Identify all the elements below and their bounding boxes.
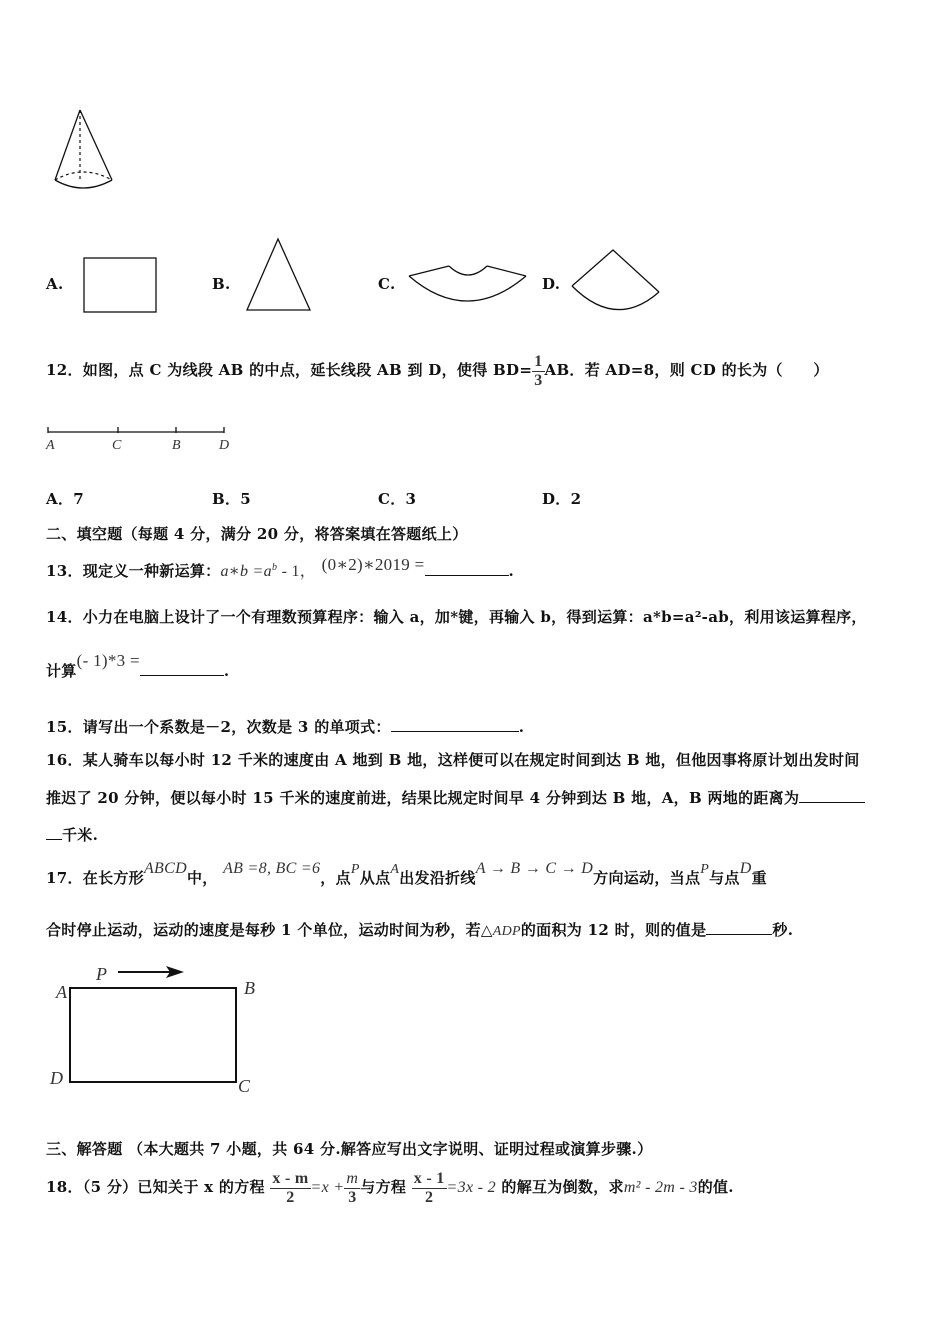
q14-expr: (- 1)*3 = [76,651,140,670]
q16-line2-text: 推迟了 20 分钟，便以每小时 15 千米的速度前进，结果比规定时间早 4 分钟到达 B 地，A，B 两地的距离为 [46,789,800,807]
option-d-letter: D. [542,275,561,293]
q12-label-d: D [219,438,230,453]
q13-def: a∗b =a [220,563,272,580]
q18-tail: 的解互为倒数，求 [501,1178,624,1196]
option-c-annular-sector [405,262,530,318]
q16-line1: 16．某人骑车以每小时 12 千米的速度由 A 地到 B 地，这样便可以在规定时间到达 B 地，但他因事将原计划出发时间 [46,751,860,769]
q17-fig-label-c: C [238,1076,251,1096]
q17-d: D [739,860,752,877]
q17-fig-label-b: B [244,978,255,998]
q12-frac-num: 1 [534,352,543,370]
option-a-letter: A. [46,275,64,293]
q12-stem [46,346,829,394]
q14-line2 [46,651,230,686]
q17-p3: ，点 [320,869,351,887]
option-b-letter: B. [212,275,231,293]
q17-p7: 与点 [709,869,740,887]
q16-line2 [46,787,865,808]
q14-end: . [223,662,230,680]
q12-fraction [532,353,544,390]
q12-option-b [212,488,251,509]
q18-frac2 [344,1170,360,1207]
q18-frac1 [270,1170,310,1207]
q18-f2-num: m [346,1169,359,1187]
q12-number: 12． [46,361,83,379]
cone-figure [40,100,130,200]
q12-option-c-letter: C． [378,490,406,508]
q15 [46,716,524,737]
q12-option-c [378,488,416,509]
q17-tri: ADP [492,924,521,939]
q18-expr: m² - 2m - 3 [623,1179,698,1196]
q17-fig-label-d: D [50,1068,63,1088]
q17-fig-label-a: A [56,982,67,1002]
q13 [46,556,514,584]
q13-answer-blank[interactable] [425,561,509,576]
q18-eq1-mid: =x + [310,1179,345,1196]
q13-end: . [508,562,515,580]
q14-prefix: 计算 [46,662,77,680]
q18-prefix: 18．（5 分）已知关于 x 的方程 [46,1178,265,1196]
q14-line1: 14．小力在电脑上设计了一个有理数预算程序：输入 a，加*键，再输入 b，得到运算：a*b=a²-ab，利用该运算程序， [46,608,867,626]
q18-f3-den: 2 [412,1188,447,1207]
q17-p2: 中， [186,869,218,887]
q12-option-a [46,488,84,509]
q18-end: 的值. [697,1178,734,1196]
q12-option-a-value: 7 [73,490,84,508]
section-3-heading: 三、解答题 （本大题共 7 小题，共 64 分.解答应写出文字说明、证明过程或演算步骤.） [46,1140,653,1158]
option-c-letter: C. [378,275,396,293]
q17-p4: 从点 [359,869,391,887]
q18-f1-den: 2 [270,1188,310,1207]
q17-line2a: 合时停止运动，运动的速度是每秒 1 个单位，运动时间为秒，若△ [46,921,493,939]
q12-label-b: B [172,438,181,453]
q18 [46,1164,734,1210]
q17-cond: AB =8, BC =6 [223,860,321,877]
q12-text-b: AB．若 AD=8，则 CD 的长为（ ） [544,361,829,379]
section-2-heading: 二、填空题（每题 4 分，满分 20 分，将答案填在答题纸上） [46,525,468,543]
q13-def-sup: b [271,562,278,573]
q12-label-a: A [46,438,55,453]
q18-f1-num: x - m [272,1169,309,1187]
q18-mid: 与方程 [360,1178,407,1196]
q12-frac-den: 3 [534,371,543,389]
q12-option-a-letter: A． [46,490,74,508]
q12-option-d [542,488,581,509]
q13-prefix: 13．现定义一种新运算： [46,562,221,580]
q12-text-a: 如图，点 C 为线段 AB 的中点，延长线段 AB 到 D，使得 BD= [82,361,533,379]
q12-label-c: C [112,438,122,453]
q13-def-tail: - 1， [277,563,317,580]
q17-path: A → B → C → D [475,860,594,877]
q14-answer-blank[interactable] [140,661,224,676]
q16-line3-text: 千米. [62,826,99,844]
q17-line2c: 秒. [772,921,794,939]
q17-p8: 重 [751,869,767,887]
q12-option-b-letter: B． [212,490,241,508]
q17-line1 [46,856,767,902]
q12-option-d-value: 2 [570,490,582,508]
option-d-sector [568,246,664,318]
option-b-triangle [244,236,314,314]
q17-p: P [350,862,360,877]
q12-line-segment [44,424,240,454]
q12-option-d-letter: D． [542,490,571,508]
q16-answer-blank-a[interactable] [799,788,865,803]
q18-f3-num: x - 1 [413,1169,445,1187]
q18-f2-den: 3 [344,1188,360,1207]
q17-p2-var: P [700,862,710,877]
q13-expr: (0∗2)∗2019 = [321,555,425,574]
q16-line3 [46,824,98,845]
q17-p1: 17．在长方形 [46,869,144,887]
q12-option-c-value: 3 [405,490,417,508]
q16-answer-blank-b[interactable] [46,825,62,840]
q15-text: 15．请写出一个系数是－2，次数是 3 的单项式： [46,718,391,736]
q17-rect: ABCD [143,860,187,877]
q17-p5: 出发沿折线 [399,869,476,887]
q15-answer-blank[interactable] [391,717,519,732]
q17-a: A [390,862,400,877]
q17-p6: 方向运动，当点 [593,869,701,887]
q15-end: . [518,718,525,736]
q17-rectangle-figure [44,960,274,1100]
q17-fig-label-p: P [96,964,107,984]
q18-frac3 [412,1170,447,1207]
option-a-rectangle [82,256,158,314]
q12-option-b-value: 5 [240,490,252,508]
q18-eq2-tail: =3x - 2 [446,1179,496,1196]
q17-answer-blank[interactable] [706,920,772,935]
q17-line2 [46,919,793,940]
q17-line2b: 的面积为 12 时，则的值是 [520,921,707,939]
